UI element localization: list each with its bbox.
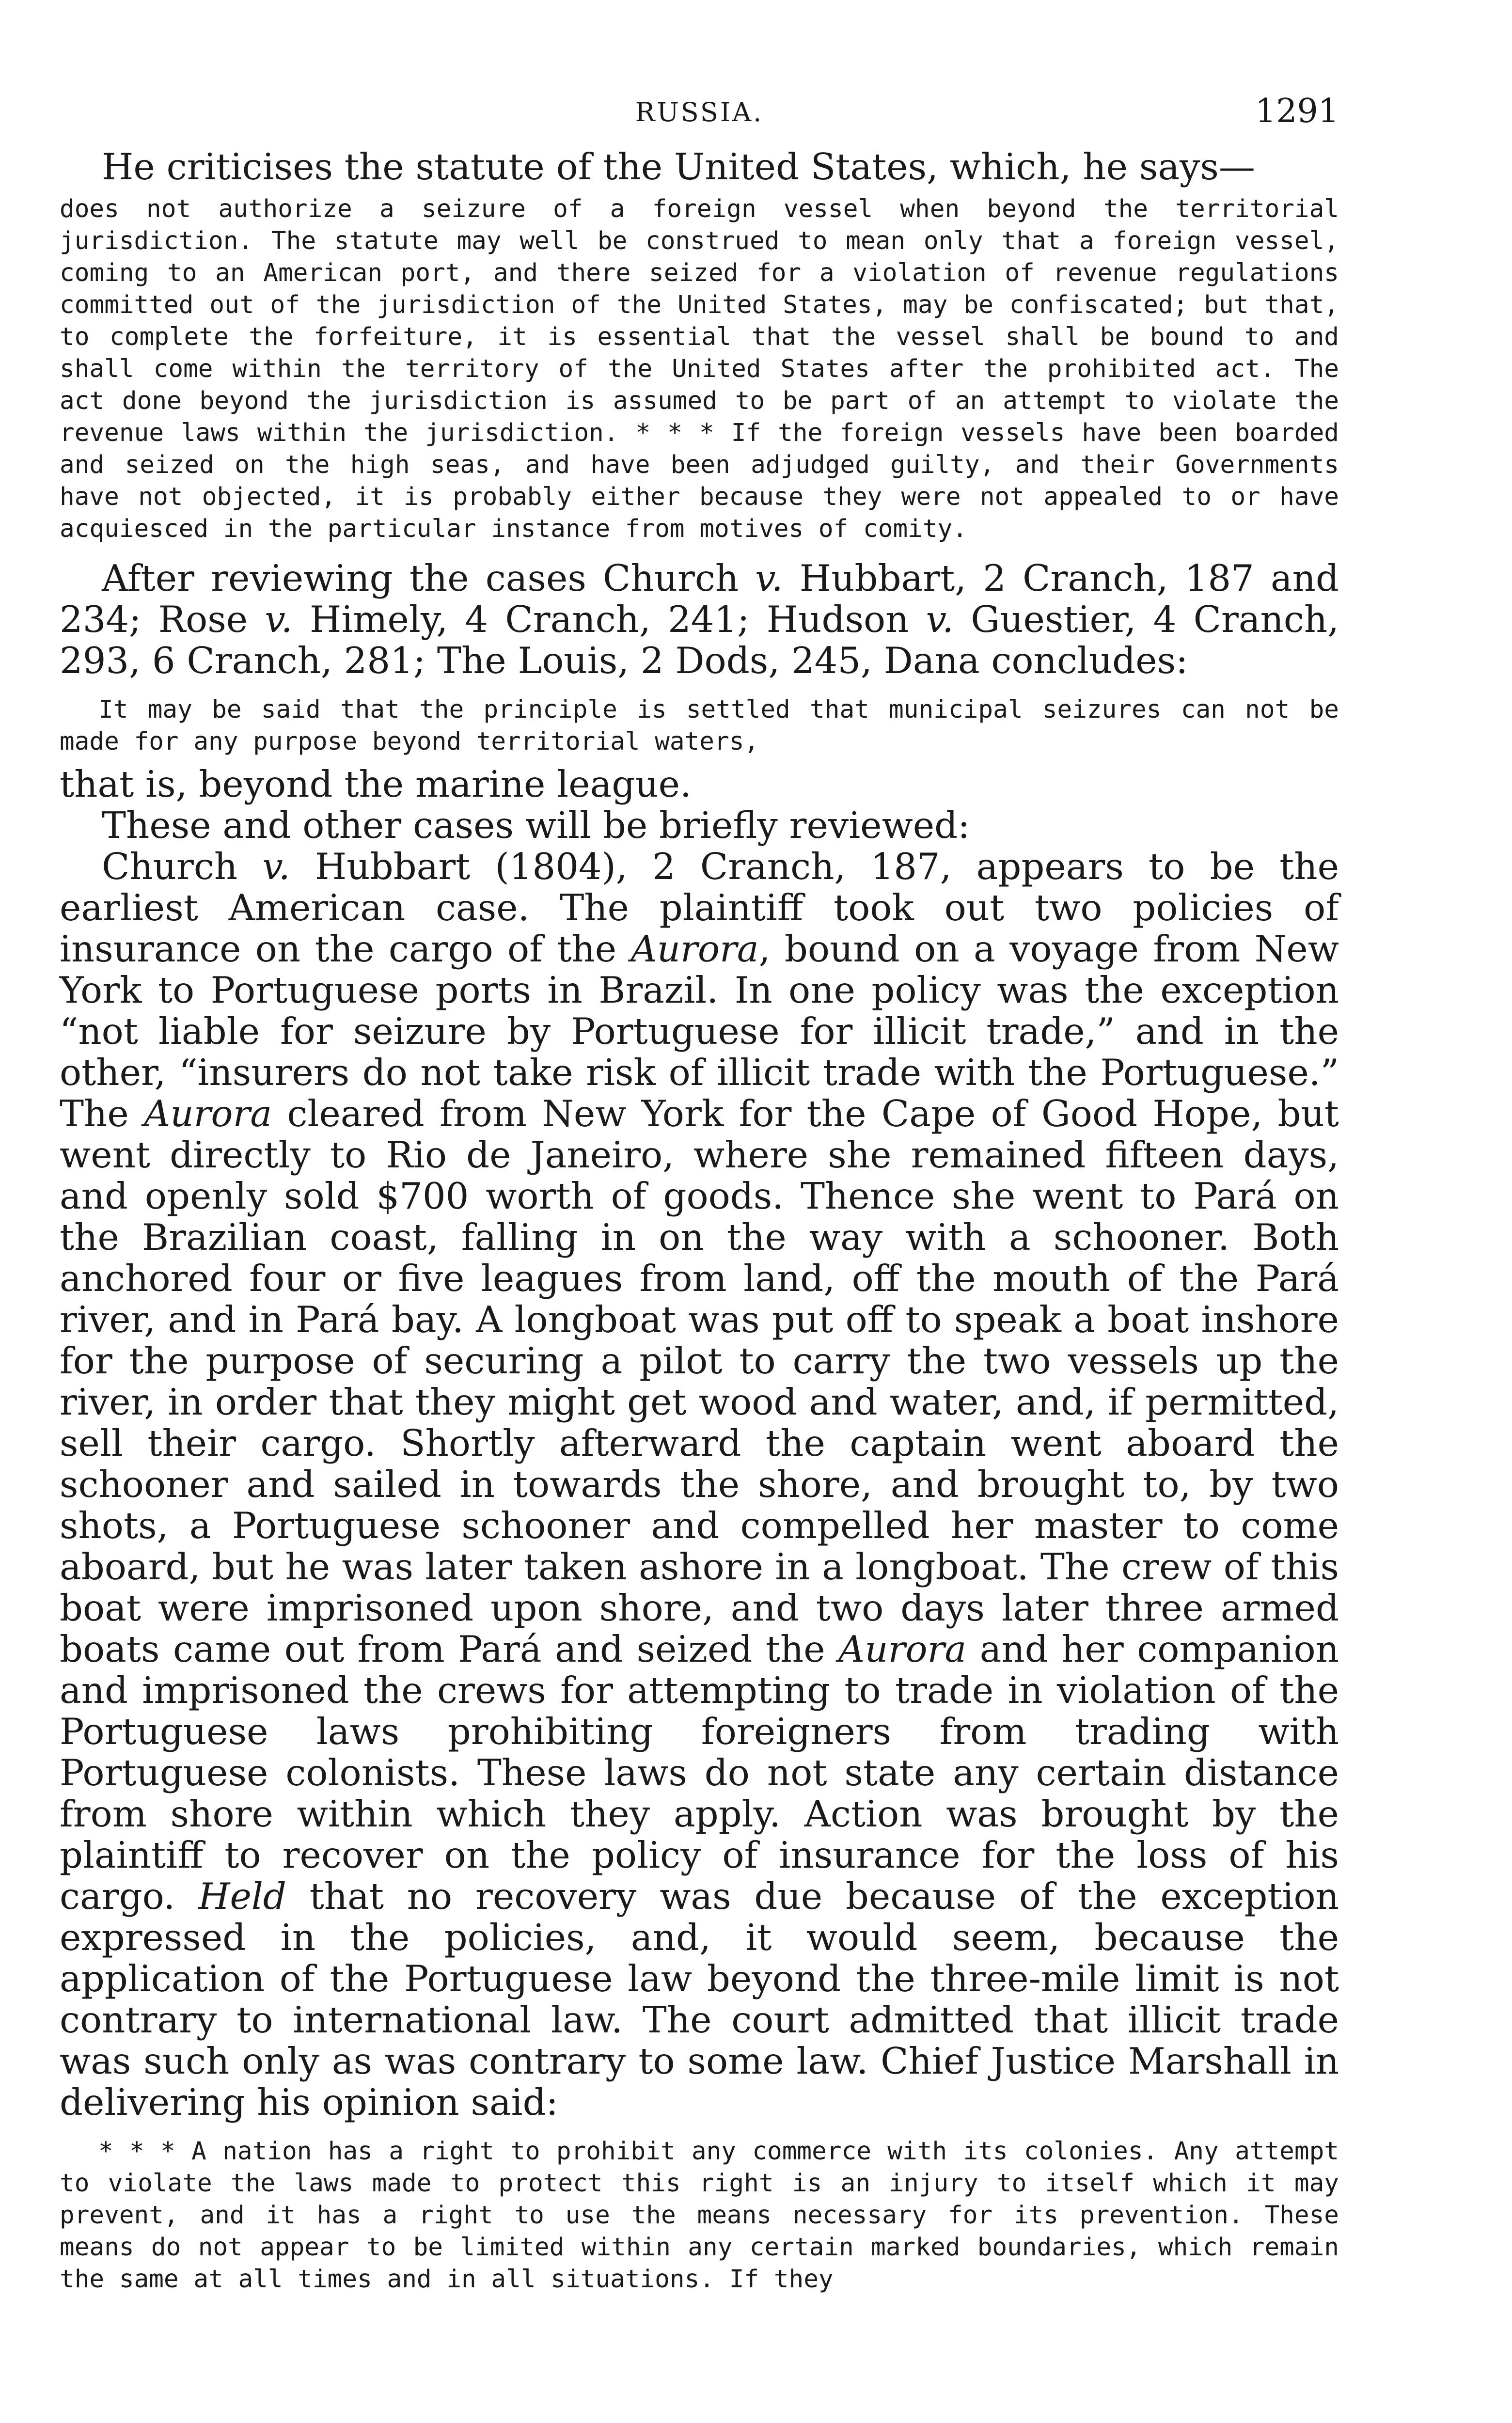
- ship-name: Aurora: [144, 1092, 272, 1135]
- running-title: RUSSIA.: [635, 97, 764, 127]
- running-header: [60, 82, 1339, 141]
- held-term: Held: [198, 1875, 286, 1918]
- ship-name: Aurora: [630, 928, 759, 970]
- paragraph-intro: He criticises the statute of the United States, which, he says—: [102, 145, 1255, 188]
- block-quote-conclusion: It may be said that the principle is settled that municipal seizures can not be made for any purpose beyond territorial waters,: [60, 695, 1339, 756]
- paragraph-review-intro: These and other cases will be briefly reviewed:: [102, 804, 970, 847]
- document-page: [60, 82, 1339, 2296]
- page-number: 1291: [1255, 92, 1339, 130]
- paragraph-church-v-hubbart: Church v. Hubbart (1804), 2 Cranch, 187, appears to be the earliest American case. The plaintiff took out two policies of insurance on the cargo of the Aurora, bound on a voyage from New York to Portuguese ports in Brazil. In one policy was the exception “not liable for seizure by Portuguese for illicit trade,” and in the other, “insurers do not take risk of illicit trade with the Portuguese.” The Aurora cleared from New York for the Cape of Good Hope, but went directly to Rio de Janeiro, where she remained fifteen days, and openly sold $700 worth of goods. Thence she went to Pará on the Brazilian coast, falling in on the way with a schooner. Both anchored four or five leagues from land, off the mouth of the Pará river, and in Pará bay. A longboat was put off to speak a boat inshore for the purpose of securing a pilot to carry the two vessels up the river, in order that they might get wood and water, and, if permitted, sell their cargo. Shortly afterward the captain went aboard the schooner and sailed in towards the shore, and brought to, by two shots, a Portuguese schooner and compelled her master to come aboard, but he was later taken ashore in a longboat. The crew of this boat were imprisoned upon shore, and two days later three armed boats came out from Pará and seized the Aurora and her companion and imprisoned the crews for attempting to trade in violation of the Portuguese laws prohibiting foreigners from trading with Portuguese colonists. These laws do not state any certain distance from shore within which they apply. Action was brought by the plaintiff to recover on the policy of insurance for the loss of his cargo. Held that no recovery was due because of the exception expressed in the policies, and, it would seem, because the application of the Portuguese law beyond the three-mile limit is not contrary to international law. The court admitted that illicit trade was such only as was contrary to some law. Chief Justice Marshall in delivering his opinion said:: [60, 845, 1339, 2124]
- paragraph-marine-league: that is, beyond the marine league.: [60, 763, 692, 805]
- block-quote-marshall: * * * A nation has a right to prohibit any commerce with its colonies. Any attempt to violate the laws made to protect this right is an injury to itself which it may prevent, and it has a right to use the means necessary for its prevention. These means do not appear to be limited within any certain marked boundaries, which remain the same at all times and in all situations. If they: [60, 2137, 1339, 2294]
- paragraph-cases-reviewed: After reviewing the cases Church v. Hubbart, 2 Cranch, 187 and 234; Rose v. Himely, 4 Cranch, 241; Hudson v. Guestier, 4 Cranch, 293, 6 Cranch, 281; The Louis, 2 Dods, 245, Dana concludes:: [60, 557, 1339, 682]
- ship-name: Aurora: [838, 1628, 967, 1670]
- block-quote-dana: does not authorize a seizure of a foreign vessel when beyond the territorial jurisdiction. The statute may well be construed to mean only that a foreign vessel, coming to an American port, and there seized for a violation of revenue regulations committed out of the jurisdiction of the United States, may be confiscated; but that, to complete the forfeiture, it is essential that the vessel shall be bound to and shall come within the territory of the United States after the prohibited act. The act done beyond the jurisdiction is assumed to be part of an attempt to violate the revenue laws within the jurisdiction. * * * If the foreign vessels have been boarded and seized on the high seas, and have been adjudged guilty, and their Governments have not objected, it is probably either because they were not appealed to or have acquiesced in the particular instance from motives of comity.: [60, 195, 1339, 543]
